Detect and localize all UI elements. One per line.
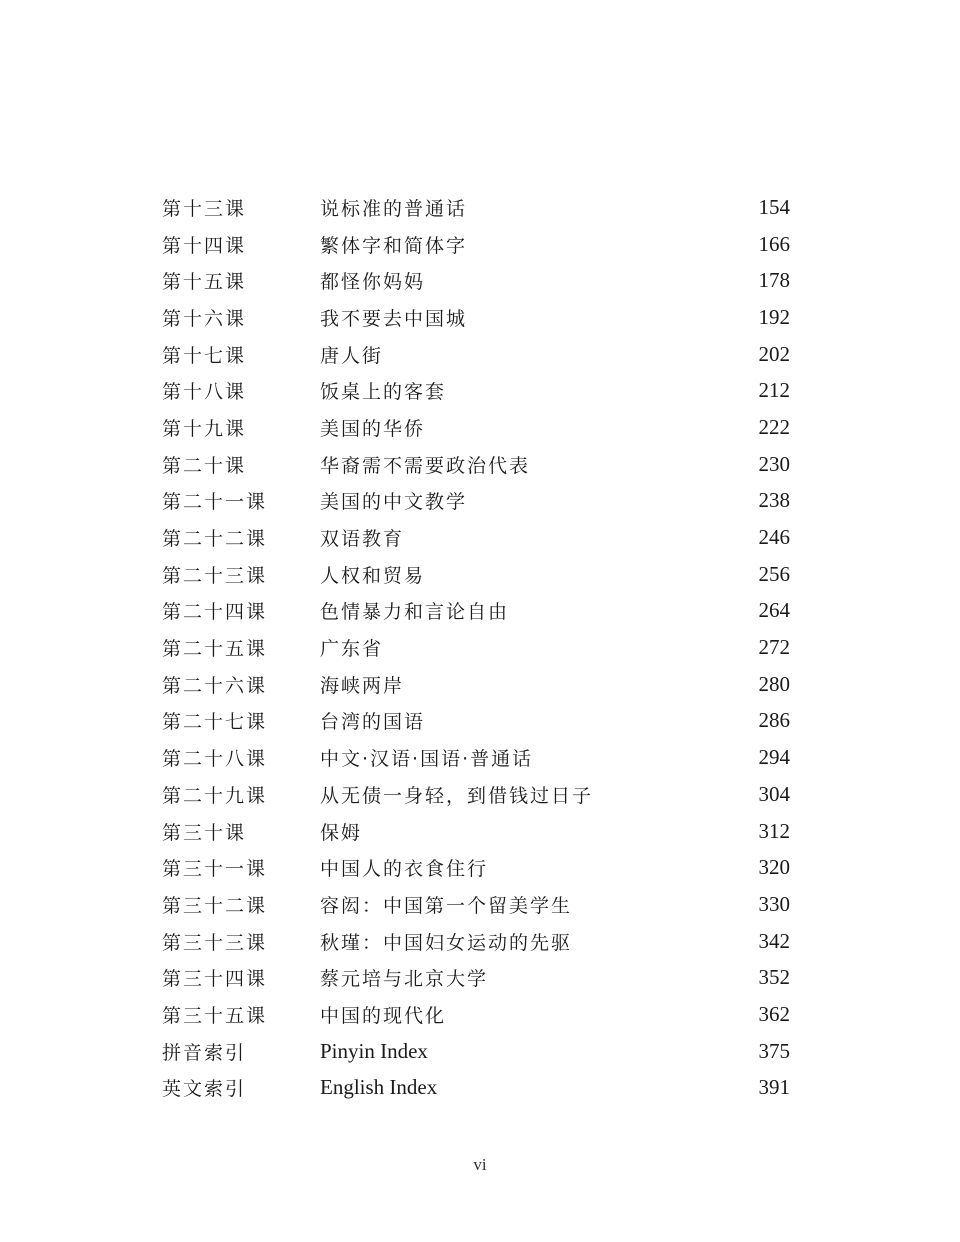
page-number: 352 xyxy=(758,965,790,990)
page-number: 246 xyxy=(758,525,790,550)
lesson-number: 第二十六课 xyxy=(162,674,268,697)
page-number: 272 xyxy=(758,635,790,660)
toc-entry-lesson-30[interactable] xyxy=(162,813,790,850)
lesson-number: 第二十课 xyxy=(162,454,247,477)
page-number: 212 xyxy=(758,378,790,403)
page-number: 264 xyxy=(758,598,790,623)
lesson-title: 容闳：中国第一个留美学生 xyxy=(320,894,573,917)
page-number: 286 xyxy=(758,708,790,733)
toc-entry-lesson-24[interactable] xyxy=(162,593,790,630)
lesson-number: 第十八课 xyxy=(162,381,247,404)
page-number: 320 xyxy=(758,855,790,880)
lesson-number: 第十三课 xyxy=(162,197,247,220)
lesson-number: 第三十四课 xyxy=(162,968,268,991)
lesson-number: 第二十一课 xyxy=(162,491,268,514)
lesson-title: 都怪你妈妈 xyxy=(320,271,426,294)
lesson-title: 双语教育 xyxy=(320,528,405,551)
toc-entry-lesson-32[interactable] xyxy=(162,886,790,923)
toc-entry-lesson-21[interactable] xyxy=(162,483,790,520)
page-number: 166 xyxy=(758,231,790,256)
lesson-number: 第三十课 xyxy=(162,821,247,844)
toc-entry-lesson-20[interactable] xyxy=(162,446,790,483)
toc-entry-lesson-18[interactable] xyxy=(162,372,790,409)
page-number: 280 xyxy=(758,671,790,696)
lesson-number: 第十五课 xyxy=(162,271,247,294)
lesson-title: 保姆 xyxy=(320,821,363,844)
lesson-title: 繁体字和简体字 xyxy=(320,234,468,257)
section-label: 英文索引 xyxy=(162,1078,247,1101)
lesson-title: 中文·汉语·国语·普通话 xyxy=(320,748,534,771)
lesson-title: 饭桌上的客套 xyxy=(320,381,447,404)
lesson-title: 我不要去中国城 xyxy=(320,307,468,330)
toc-entry-pinyin-index[interactable] xyxy=(162,1033,790,1070)
lesson-title: 美国的华侨 xyxy=(320,417,426,440)
lesson-title: 台湾的国语 xyxy=(320,711,426,734)
section-label: 拼音索引 xyxy=(162,1041,247,1064)
page-number: 238 xyxy=(758,488,790,513)
toc-entry-lesson-28[interactable] xyxy=(162,739,790,776)
lesson-number: 第二十二课 xyxy=(162,528,268,551)
table-of-contents xyxy=(162,189,790,1106)
lesson-number: 第三十一课 xyxy=(162,858,268,881)
lesson-title: 色情暴力和言论自由 xyxy=(320,601,510,624)
section-title: English Index xyxy=(320,1075,438,1100)
lesson-number: 第三十二课 xyxy=(162,894,268,917)
lesson-title: 海峡两岸 xyxy=(320,674,405,697)
lesson-number: 第三十三课 xyxy=(162,931,268,954)
lesson-number: 第二十三课 xyxy=(162,564,268,587)
toc-entry-lesson-13[interactable] xyxy=(162,189,790,226)
page-number: 202 xyxy=(758,341,790,366)
toc-entry-lesson-16[interactable] xyxy=(162,299,790,336)
lesson-number: 第二十七课 xyxy=(162,711,268,734)
lesson-number: 第二十五课 xyxy=(162,638,268,661)
lesson-title: 唐人街 xyxy=(320,344,384,367)
toc-entry-lesson-27[interactable] xyxy=(162,703,790,740)
page-number: 256 xyxy=(758,561,790,586)
lesson-number: 第二十八课 xyxy=(162,748,268,771)
lesson-title: 从无债一身轻，到借钱过日子 xyxy=(320,784,594,807)
lesson-number: 第十九课 xyxy=(162,417,247,440)
lesson-title: 美国的中文教学 xyxy=(320,491,468,514)
lesson-title: 华裔需不需要政治代表 xyxy=(320,454,531,477)
lesson-number: 第三十五课 xyxy=(162,1004,268,1027)
toc-entry-lesson-17[interactable] xyxy=(162,336,790,373)
toc-entry-lesson-26[interactable] xyxy=(162,666,790,703)
page-number: 178 xyxy=(758,268,790,293)
page-number: 312 xyxy=(758,818,790,843)
page-number: 222 xyxy=(758,414,790,439)
lesson-number: 第十七课 xyxy=(162,344,247,367)
lesson-number: 第十四课 xyxy=(162,234,247,257)
lesson-title: 广东省 xyxy=(320,638,384,661)
page-number: 154 xyxy=(758,194,790,219)
toc-entry-lesson-15[interactable] xyxy=(162,262,790,299)
lesson-title: 蔡元培与北京大学 xyxy=(320,968,489,991)
lesson-title: 人权和贸易 xyxy=(320,564,426,587)
toc-entry-lesson-23[interactable] xyxy=(162,556,790,593)
lesson-title: 中国人的衣食住行 xyxy=(320,858,489,881)
toc-entry-lesson-25[interactable] xyxy=(162,629,790,666)
page-number: 294 xyxy=(758,745,790,770)
toc-entry-lesson-14[interactable] xyxy=(162,226,790,263)
toc-entry-lesson-22[interactable] xyxy=(162,519,790,556)
page-number: 330 xyxy=(758,891,790,916)
page-folio: vi xyxy=(473,1155,487,1174)
page-number: 304 xyxy=(758,781,790,806)
lesson-title: 中国的现代化 xyxy=(320,1004,447,1027)
page-number: 362 xyxy=(758,1001,790,1026)
toc-entry-lesson-31[interactable] xyxy=(162,849,790,886)
lesson-number: 第十六课 xyxy=(162,307,247,330)
lesson-title: 秋瑾：中国妇女运动的先驱 xyxy=(320,931,573,954)
toc-entry-lesson-33[interactable] xyxy=(162,923,790,960)
page-number: 391 xyxy=(758,1075,790,1100)
toc-entry-lesson-29[interactable] xyxy=(162,776,790,813)
page-number: 192 xyxy=(758,304,790,329)
page-number: 375 xyxy=(758,1038,790,1063)
toc-entry-lesson-35[interactable] xyxy=(162,996,790,1033)
lesson-title: 说标准的普通话 xyxy=(320,197,468,220)
section-title: Pinyin Index xyxy=(320,1038,428,1063)
page-number: 230 xyxy=(758,451,790,476)
page-number: 342 xyxy=(758,928,790,953)
toc-entry-lesson-34[interactable] xyxy=(162,959,790,996)
lesson-number: 第二十九课 xyxy=(162,784,268,807)
lesson-number: 第二十四课 xyxy=(162,601,268,624)
toc-entry-lesson-19[interactable] xyxy=(162,409,790,446)
toc-entry-english-index[interactable] xyxy=(162,1070,790,1107)
